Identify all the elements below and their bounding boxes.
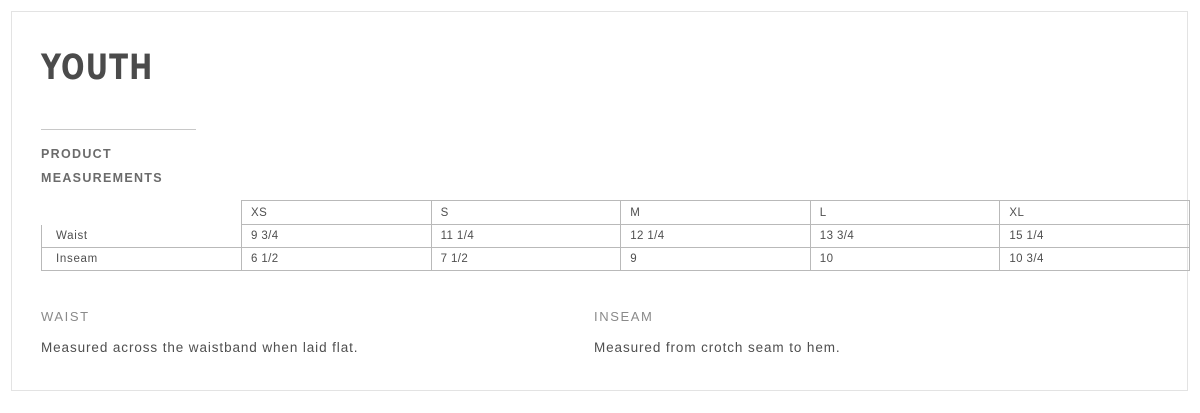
cell-inseam-xl: 10 3/4 bbox=[1000, 248, 1190, 271]
column-header-xl: XL bbox=[1000, 201, 1190, 225]
note-waist bbox=[41, 309, 358, 355]
note-waist-body: Measured across the waistband when laid flat. bbox=[41, 340, 359, 355]
note-inseam bbox=[594, 309, 841, 355]
table-header-row bbox=[42, 201, 1190, 225]
cell-inseam-l: 10 bbox=[810, 248, 1000, 271]
column-header-s: S bbox=[431, 201, 621, 225]
table-body bbox=[42, 225, 1190, 271]
note-inseam-body: Measured from crotch seam to hem. bbox=[594, 340, 841, 355]
column-header-xs: XS bbox=[242, 201, 432, 225]
title-divider bbox=[41, 129, 196, 130]
size-chart-card bbox=[11, 11, 1188, 391]
section-subtitle bbox=[41, 142, 341, 190]
card-inner bbox=[29, 12, 1187, 390]
cell-waist-m: 12 1/4 bbox=[621, 225, 811, 248]
column-header-m: M bbox=[621, 201, 811, 225]
cell-waist-l: 13 3/4 bbox=[810, 225, 1000, 248]
table-row bbox=[42, 225, 1190, 248]
note-inseam-heading: INSEAM bbox=[594, 309, 654, 324]
section-subtitle-line-1: PRODUCT bbox=[41, 147, 112, 161]
cell-waist-xs: 9 3/4 bbox=[242, 225, 432, 248]
cell-waist-xl: 15 1/4 bbox=[1000, 225, 1190, 248]
note-waist-heading: WAIST bbox=[41, 309, 90, 324]
cell-inseam-m: 9 bbox=[621, 248, 811, 271]
row-label-waist: Waist bbox=[42, 225, 242, 248]
cell-inseam-s: 7 1/2 bbox=[431, 248, 621, 271]
measurements-table bbox=[41, 200, 1190, 271]
section-subtitle-line-2: MEASUREMENTS bbox=[41, 171, 163, 185]
table-row bbox=[42, 248, 1190, 271]
table-corner-cell bbox=[42, 201, 242, 225]
row-label-inseam: Inseam bbox=[42, 248, 242, 271]
column-header-l: L bbox=[810, 201, 1000, 225]
table-head bbox=[42, 201, 1190, 225]
page-title: YOUTH bbox=[41, 48, 154, 88]
cell-inseam-xs: 6 1/2 bbox=[242, 248, 432, 271]
cell-waist-s: 11 1/4 bbox=[431, 225, 621, 248]
